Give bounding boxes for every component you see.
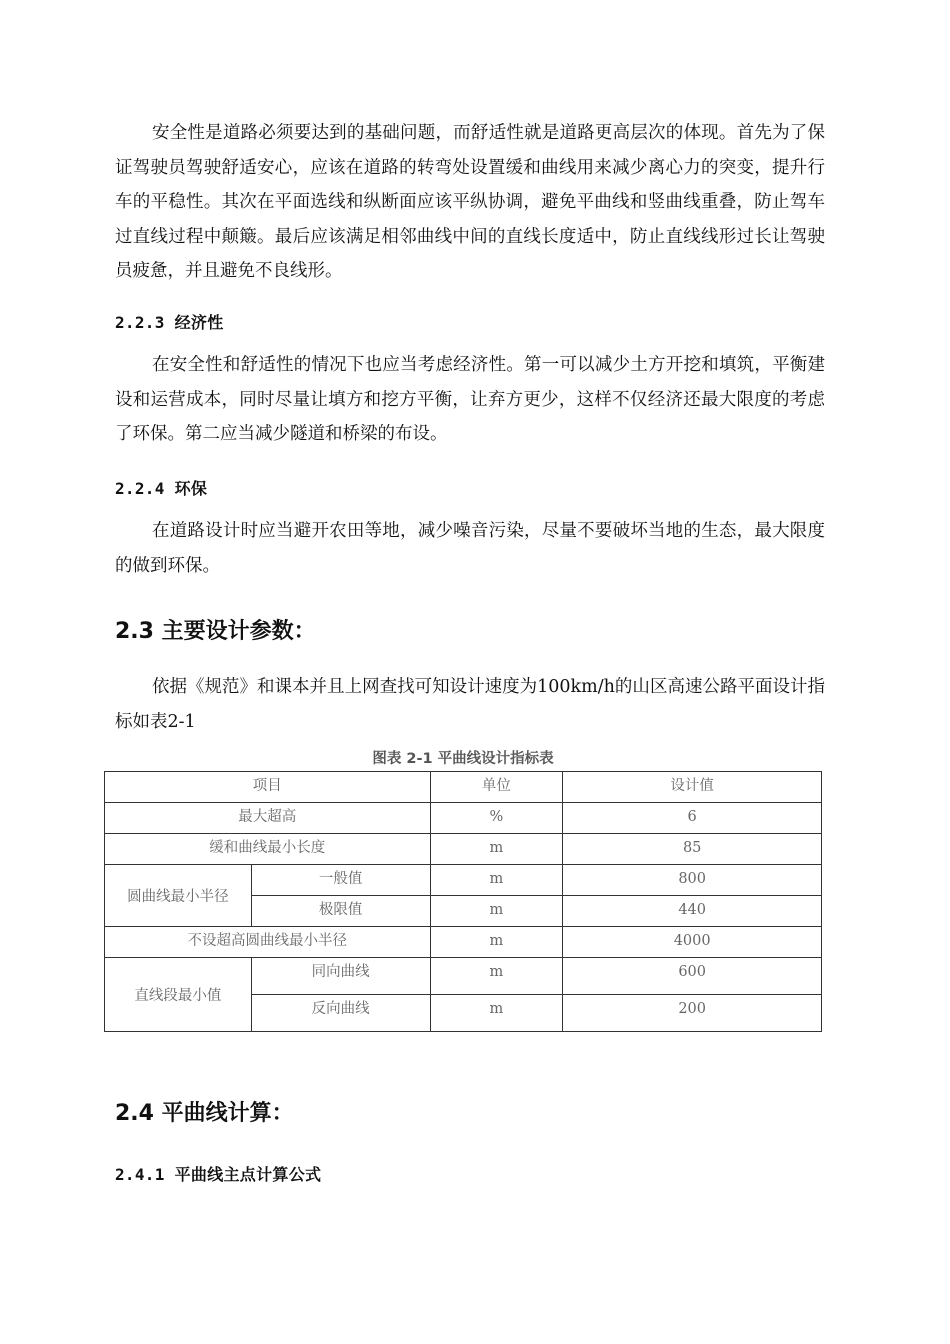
cell-item: 缓和曲线最小长度 xyxy=(105,834,431,865)
cell-value: 4000 xyxy=(563,927,822,958)
table-row xyxy=(105,927,822,958)
cell-subitem: 反向曲线 xyxy=(251,995,430,1032)
table-row xyxy=(105,958,822,995)
cell-item: 不设超高圆曲线最小半径 xyxy=(105,927,431,958)
comfort-paragraph: 安全性是道路必须要达到的基础问题，而舒适性就是道路更高层次的体现。首先为了保证驾驶员驾驶舒适安心，应该在道路的转弯处设置缓和曲线用来减少离心力的突变，提升行车的平稳性。其次在平面选线和纵断面应该平纵协调，避免平曲线和竖曲线重叠，防止驾车过直线过程中颠簸。最后应该满足相邻曲线中间的直线长度适中，防止直线线形过长让驾驶员疲惫，并且避免不良线形。 xyxy=(115,123,825,281)
cell-unit: % xyxy=(430,803,563,834)
cell-value: 6 xyxy=(563,803,822,834)
heading-economy: 2.2.3 经济性 xyxy=(115,313,224,332)
cell-value: 440 xyxy=(563,896,822,927)
economy-paragraph: 在安全性和舒适性的情况下也应当考虑经济性。第一可以减少土方开挖和填筑，平衡建设和运营成本，同时尽量让填方和挖方平衡，让弃方更少，这样不仅经济还最大限度的考虑了环保。第二应当减少隧道和桥梁的布设。 xyxy=(115,355,825,444)
table-row xyxy=(105,865,822,896)
cell-unit: m xyxy=(430,896,563,927)
table-header-row xyxy=(105,772,822,803)
heading-environment: 2.2.4 环保 xyxy=(115,479,208,498)
table-row xyxy=(105,834,822,865)
heading-design-parameters: 2.3 主要设计参数： xyxy=(115,619,316,644)
table-row xyxy=(105,803,822,834)
cell-value: 800 xyxy=(563,865,822,896)
environment-paragraph: 在道路设计时应当避开农田等地，减少噪音污染，尽量不要破坏当地的生态，最大限度的做到环保。 xyxy=(115,521,825,576)
cell-unit: m xyxy=(430,995,563,1032)
cell-item: 直线段最小值 xyxy=(105,958,252,1032)
header-value: 设计值 xyxy=(563,772,822,803)
cell-value: 85 xyxy=(563,834,822,865)
header-item: 项目 xyxy=(105,772,431,803)
cell-value: 200 xyxy=(563,995,822,1032)
cell-subitem: 极限值 xyxy=(251,896,430,927)
cell-unit: m xyxy=(430,958,563,995)
table-caption: 图表 2-1 平曲线设计指标表 xyxy=(372,751,554,767)
cell-item: 最大超高 xyxy=(105,803,431,834)
cell-subitem: 同向曲线 xyxy=(251,958,430,995)
header-unit: 单位 xyxy=(430,772,563,803)
cell-unit: m xyxy=(430,865,563,896)
design-parameters-paragraph: 依据《规范》和课本并且上网查找可知设计速度为100km/h的山区高速公路平面设计指标如表2-1 xyxy=(115,677,825,732)
cell-unit: m xyxy=(430,834,563,865)
design-index-table xyxy=(104,771,822,1032)
cell-item: 圆曲线最小半径 xyxy=(105,865,252,927)
heading-main-point-formula: 2.4.1 平曲线主点计算公式 xyxy=(115,1165,322,1184)
heading-curve-calculation: 2.4 平曲线计算： xyxy=(115,1101,294,1126)
cell-value: 600 xyxy=(563,958,822,995)
cell-unit: m xyxy=(430,927,563,958)
cell-subitem: 一般值 xyxy=(251,865,430,896)
